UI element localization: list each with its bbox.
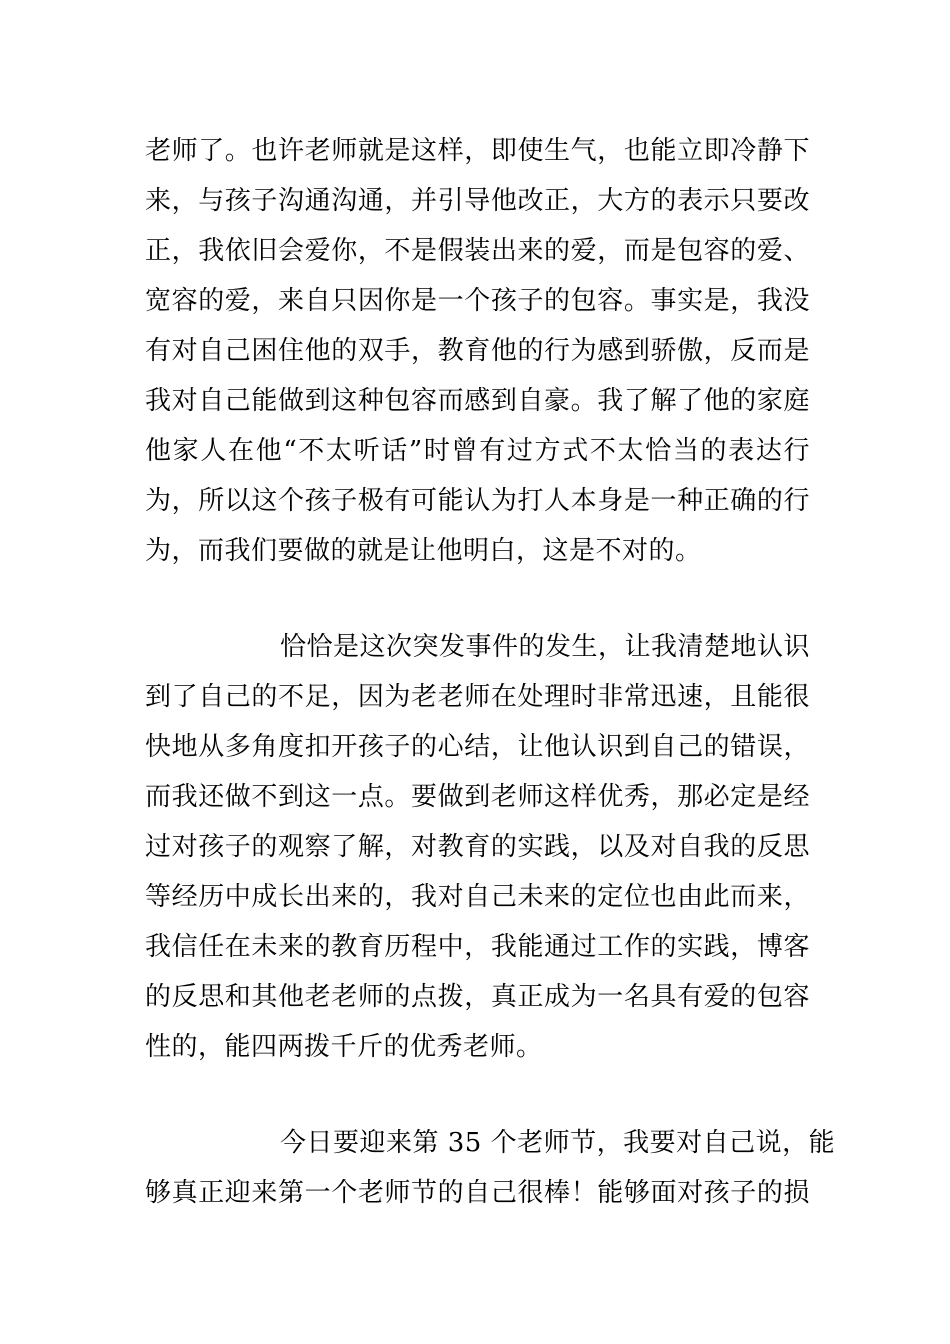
text-line: 为，而我们要做的就是让他明白，这是不对的。 — [145, 536, 702, 566]
text-line: 他家人在他“不太听话”时曾有过方式不太恰当的表达行 — [145, 436, 810, 466]
text-line: 有对自己困住他的双手，教育他的行为感到骄傲，反而是 — [145, 336, 810, 366]
text-line: 的反思和其他老老师的点拨，真正成为一名具有爱的包容 — [145, 982, 810, 1012]
paragraph-2 — [145, 622, 810, 1072]
paragraph-3 — [145, 1118, 836, 1218]
paragraph-1 — [145, 126, 810, 576]
text-line: 恰恰是这次突发事件的发生，让我清楚地认识 — [280, 632, 811, 662]
text-line: 到了自己的不足，因为老老师在处理时非常迅速，且能很 — [145, 682, 810, 712]
text-line: 老师了。也许老师就是这样，即使生气，也能立即冷静下 — [145, 136, 810, 166]
text-line: 性的，能四两拨千斤的优秀老师。 — [145, 1032, 543, 1062]
text-line: 我对自己能做到这种包容而感到自豪。我了解了他的家庭 — [145, 386, 810, 416]
text-line: 为，所以这个孩子极有可能认为打人本身是一种正确的行 — [145, 486, 810, 516]
text-line: 而我还做不到这一点。要做到老师这样优秀，那必定是经 — [145, 782, 810, 812]
text-line: 我信任在未来的教育历程中，我能通过工作的实践，博客 — [145, 932, 810, 962]
text-line: 今日要迎来第 35 个老师节，我要对自己说，能 — [280, 1128, 836, 1158]
text-line: 等经历中成长出来的，我对自己未来的定位也由此而来， — [145, 882, 810, 912]
text-line: 来，与孩子沟通沟通，并引导他改正，大方的表示只要改 — [145, 186, 810, 216]
text-line: 够真正迎来第一个老师节的自己很棒！能够面对孩子的损 — [145, 1178, 810, 1208]
text-line: 过对孩子的观察了解，对教育的实践，以及对自我的反思 — [145, 832, 810, 862]
text-line: 快地从多角度扣开孩子的心结，让他认识到自己的错误， — [145, 732, 810, 762]
text-line: 正，我依旧会爱你，不是假装出来的爱，而是包容的爱、 — [145, 236, 810, 266]
text-line: 宽容的爱，来自只因你是一个孩子的包容。事实是，我没 — [145, 286, 810, 316]
